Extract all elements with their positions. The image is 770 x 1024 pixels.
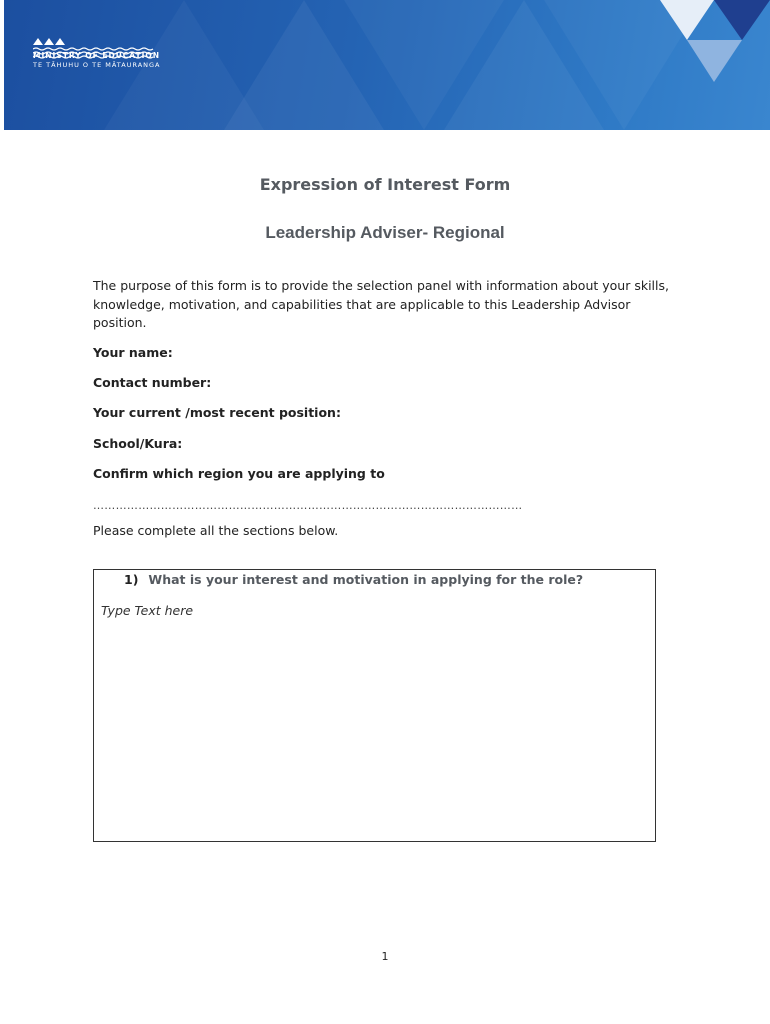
page-number: 1: [381, 950, 389, 963]
org-name: MINISTRY OF EDUCATION: [33, 51, 161, 60]
corner-triangles-icon: [660, 0, 770, 82]
question-box: [93, 569, 656, 842]
answer-text-field[interactable]: Type Text here: [101, 603, 194, 618]
instructions: Please complete all the sections below.: [93, 523, 339, 538]
form-title: Expression of Interest Form: [259, 175, 511, 194]
field-region: Confirm which region you are applying to: [93, 466, 385, 481]
question-text: What is your interest and motivation in applying for the role?: [148, 572, 584, 587]
question-number: 1): [124, 572, 139, 587]
form-subtitle: Leadership Adviser- Regional: [265, 223, 505, 242]
org-name-maori: TE TĀHUHU O TE MĀTAURANGA: [33, 61, 161, 69]
dotted-separator: ……………………………………………………………………………………………………: [93, 499, 523, 512]
field-current-position: Your current /most recent position:: [93, 405, 341, 420]
field-your-name: Your name:: [93, 345, 173, 360]
field-school-kura: School/Kura:: [93, 436, 183, 451]
header-banner: [4, 0, 770, 130]
question-heading: [124, 572, 583, 587]
intro-paragraph: The purpose of this form is to provide the selection panel with information about your skills, knowledge, motivation, and capabilities that are applicable to this Leadership Advisor position.: [93, 278, 669, 330]
field-contact-number: Contact number:: [93, 375, 212, 390]
